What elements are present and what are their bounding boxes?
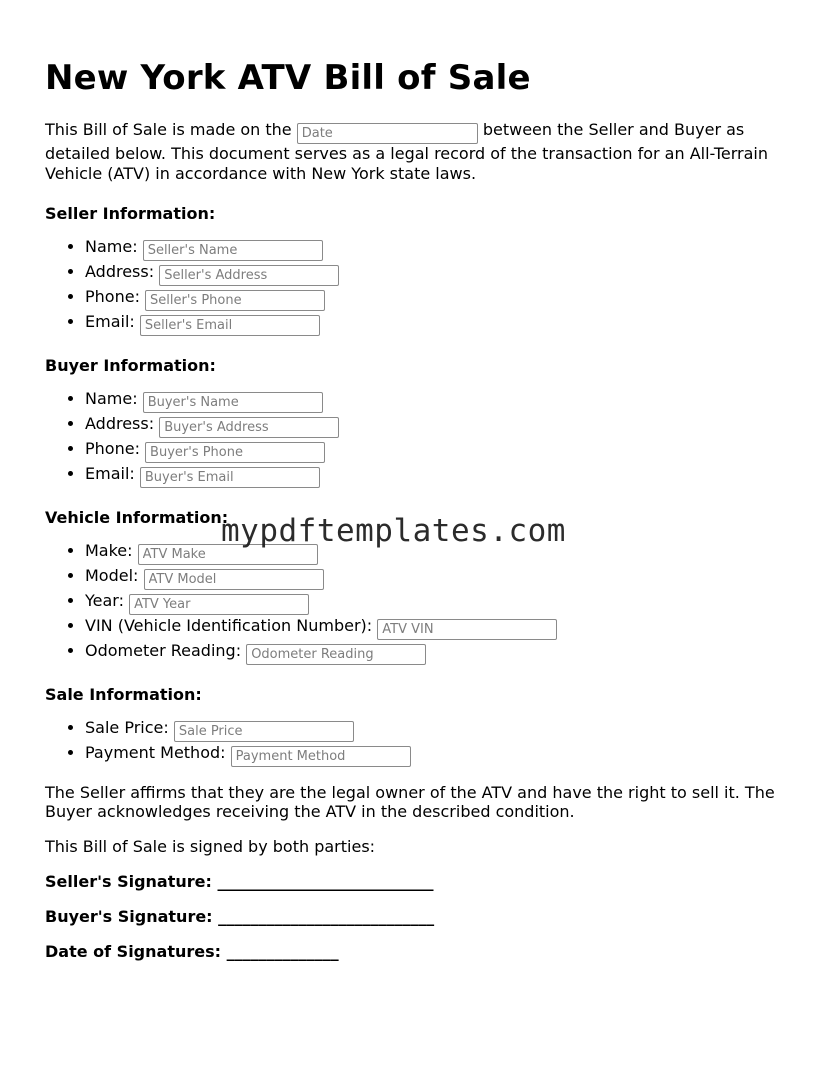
seller-email-label: Email:: [85, 312, 135, 331]
intro-before-text: This Bill of Sale is made on the: [45, 120, 292, 139]
list-item: [85, 590, 790, 615]
seller-name-input[interactable]: [143, 240, 323, 261]
intro-paragraph: [45, 120, 790, 184]
list-item: [85, 413, 790, 438]
vehicle-year-input[interactable]: [129, 594, 309, 615]
list-item: [85, 311, 790, 336]
buyer-phone-label: Phone:: [85, 439, 140, 458]
date-input[interactable]: [297, 123, 478, 144]
list-item: [85, 640, 790, 665]
seller-phone-input[interactable]: [145, 290, 325, 311]
sale-heading: Sale Information:: [45, 685, 202, 704]
list-item: [85, 438, 790, 463]
payment-method-input[interactable]: [231, 746, 411, 767]
list-item: [85, 236, 790, 261]
vehicle-model-input[interactable]: [144, 569, 324, 590]
buyer-email-input[interactable]: [140, 467, 320, 488]
vehicle-make-label: Make:: [85, 541, 133, 560]
vehicle-model-label: Model:: [85, 566, 139, 585]
list-item: [85, 463, 790, 488]
intro-after-text: between the Seller and Buyer as detailed below. This document serves as a legal record of the transaction for an All-Terrain Vehicle (ATV) in accordance with New York state laws.: [45, 120, 768, 183]
page-title: New York ATV Bill of Sale: [45, 58, 531, 98]
payment-method-label: Payment Method:: [85, 743, 226, 762]
list-item: [85, 388, 790, 413]
seller-phone-label: Phone:: [85, 287, 140, 306]
date-of-signatures-line: Date of Signatures: ______________: [45, 942, 339, 961]
vehicle-list: [45, 540, 790, 665]
affirmation-paragraph: The Seller affirms that they are the legal owner of the ATV and have the right to sell it. The Buyer acknowledges receiving the ATV in the described condition.: [45, 783, 775, 821]
list-item: [85, 286, 790, 311]
watermark: mypdftemplates.com: [221, 513, 566, 549]
seller-list: [45, 236, 790, 336]
list-item: [85, 717, 790, 742]
seller-address-input[interactable]: [159, 265, 339, 286]
buyer-name-input[interactable]: [143, 392, 323, 413]
seller-name-label: Name:: [85, 237, 138, 256]
vehicle-odometer-label: Odometer Reading:: [85, 641, 242, 660]
sale-list: [45, 717, 790, 767]
buyer-list: [45, 388, 790, 488]
seller-heading: Seller Information:: [45, 204, 216, 223]
buyer-name-label: Name:: [85, 389, 138, 408]
seller-email-input[interactable]: [140, 315, 320, 336]
list-item: [85, 565, 790, 590]
buyer-signature-line: Buyer's Signature: ___________________________: [45, 907, 435, 926]
seller-address-label: Address:: [85, 262, 155, 281]
buyer-email-label: Email:: [85, 464, 135, 483]
signed-statement: This Bill of Sale is signed by both parties:: [45, 837, 376, 856]
document-page: [45, 0, 790, 961]
buyer-phone-input[interactable]: [145, 442, 325, 463]
sale-price-label: Sale Price:: [85, 718, 169, 737]
vehicle-odometer-input[interactable]: [246, 644, 426, 665]
sale-price-input[interactable]: [174, 721, 354, 742]
vehicle-heading: Vehicle Information:: [45, 508, 229, 527]
buyer-address-label: Address:: [85, 414, 155, 433]
list-item: [85, 742, 790, 767]
vehicle-year-label: Year:: [85, 591, 124, 610]
list-item: [85, 615, 790, 640]
buyer-heading: Buyer Information:: [45, 356, 216, 375]
seller-signature-line: Seller's Signature: ___________________________: [45, 872, 434, 891]
vehicle-vin-input[interactable]: [377, 619, 557, 640]
list-item: [85, 261, 790, 286]
buyer-address-input[interactable]: [159, 417, 339, 438]
vehicle-vin-label: VIN (Vehicle Identification Number):: [85, 616, 373, 635]
